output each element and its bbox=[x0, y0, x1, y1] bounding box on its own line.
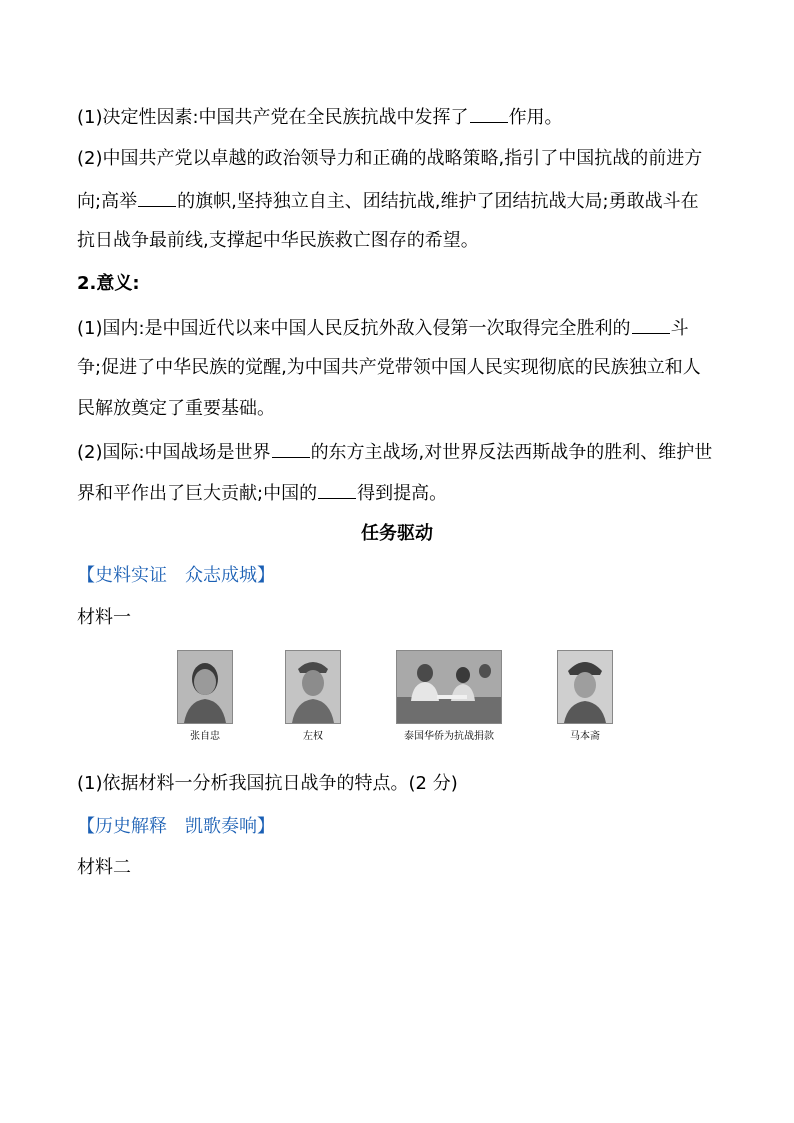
section1-item1 bbox=[77, 104, 563, 130]
task-heading: 任务驱动 bbox=[361, 523, 433, 544]
section1-item1-suffix: 作用。 bbox=[508, 107, 563, 128]
section1-item1-prefix: (1)决定性因素:中国共产党在全民族抗战中发挥了 bbox=[77, 107, 469, 128]
section2-item2-line2-suffix: 得到提高。 bbox=[357, 483, 448, 504]
section2-item1-line3: 民解放奠定了重要基础。 bbox=[77, 398, 275, 419]
section1-item2-line2 bbox=[77, 188, 699, 214]
section1-item2-line2-suffix: 的旗帜,坚持独立自主、团结抗战,维护了团结抗战大局;勇敢战斗在 bbox=[177, 191, 699, 212]
section2-item2-line2 bbox=[77, 480, 447, 506]
section2-item2-line1 bbox=[77, 439, 712, 465]
figure-caption: 马本斋 bbox=[570, 731, 600, 742]
section2-item1-line1-prefix: (1)国内:是中国近代以来中国人民反抗外敌入侵第一次取得完全胜利的 bbox=[77, 318, 631, 339]
fill-blank bbox=[318, 480, 356, 499]
part1-question: (1)依据材料一分析我国抗日战争的特点。(2 分) bbox=[77, 773, 458, 794]
fill-blank bbox=[470, 104, 508, 123]
section2-item2-line1-prefix: (2)国际:中国战场是世界 bbox=[77, 442, 271, 463]
figure-thai-chinese-donation bbox=[396, 650, 502, 744]
section2-item1-line2: 争;促进了中华民族的觉醒,为中国共产党带领中国人民实现彻底的民族独立和人 bbox=[77, 357, 701, 378]
fill-blank bbox=[138, 188, 176, 207]
fill-blank bbox=[632, 315, 670, 334]
part1-material-label: 材料一 bbox=[77, 607, 131, 628]
portrait-photo bbox=[557, 650, 613, 724]
part1-title: 【史料实证 众志成城】 bbox=[77, 565, 275, 586]
part2-title: 【历史解释 凯歌奏响】 bbox=[77, 816, 275, 837]
section2-item2-line2-prefix: 界和平作出了巨大贡献;中国的 bbox=[77, 483, 318, 504]
figure-ma-benzhai bbox=[557, 650, 613, 744]
portrait-photo bbox=[285, 650, 341, 724]
figure-caption: 左权 bbox=[303, 731, 323, 742]
figure-caption: 泰国华侨为抗战捐款 bbox=[404, 731, 494, 742]
section1-item2-line3: 抗日战争最前线,支撑起中华民族救亡图存的希望。 bbox=[77, 230, 479, 251]
section2-title: 2.意义: bbox=[77, 273, 140, 294]
section1-item2-line2-prefix: 向;高举 bbox=[77, 191, 138, 212]
portrait-photo bbox=[177, 650, 233, 724]
material-figures bbox=[0, 650, 794, 750]
section2-item2-line1-suffix: 的东方主战场,对世界反法西斯战争的胜利、维护世 bbox=[310, 442, 713, 463]
section1-item2-line1: (2)中国共产党以卓越的政治领导力和正确的战略策略,指引了中国抗战的前进方 bbox=[77, 148, 703, 169]
figure-zhang-zizhong bbox=[177, 650, 233, 744]
figure-zuo-quan bbox=[285, 650, 341, 744]
section2-item1-line1-suffix: 斗 bbox=[670, 318, 689, 339]
section2-item1-line1 bbox=[77, 315, 689, 341]
figure-caption: 张自忠 bbox=[190, 731, 220, 742]
fill-blank bbox=[272, 439, 310, 458]
part2-material-label: 材料二 bbox=[77, 857, 131, 878]
group-photo bbox=[396, 650, 502, 724]
